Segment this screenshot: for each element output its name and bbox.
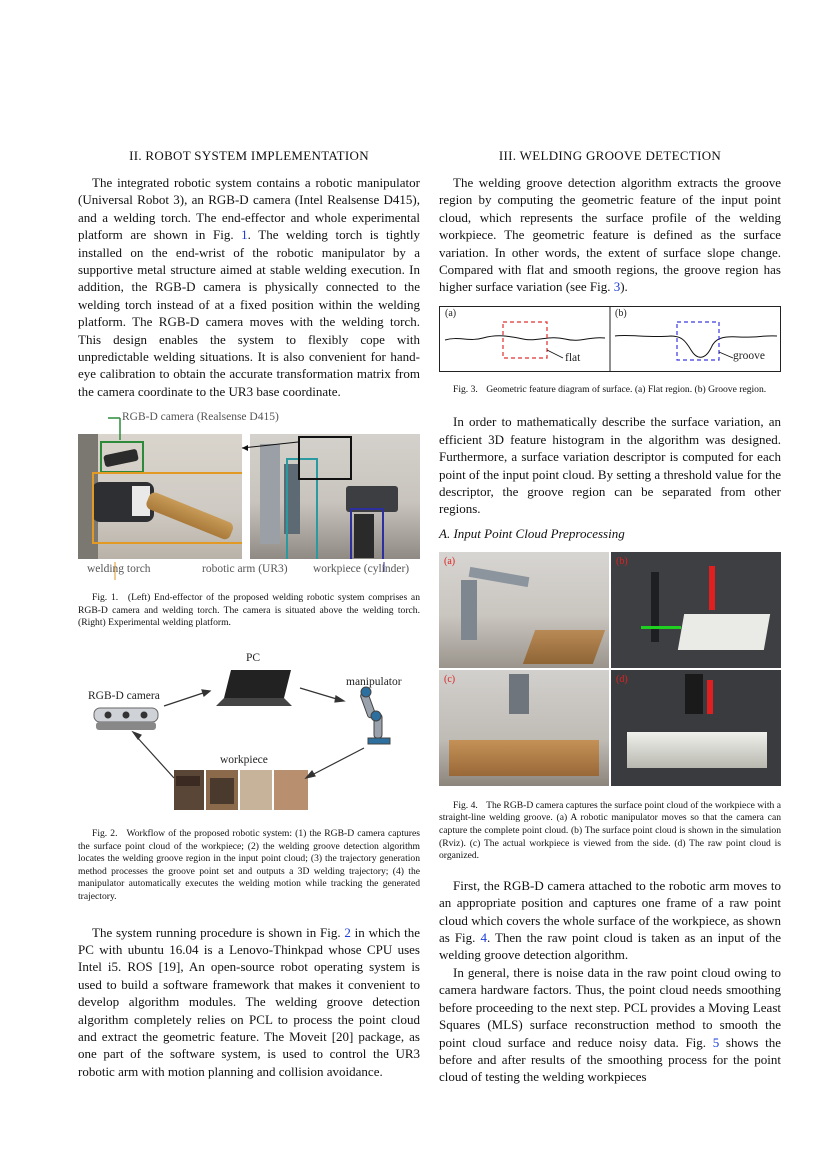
fig4-panel-d: (d) [616,673,628,685]
figure-4 [439,552,781,788]
figure-2-caption: Fig. 2. Workflow of the proposed robotic system: (1) the RGB-D camera captures the surface point cloud of the workpiece; (2) the welding groove detection algorithm locates the welding groove region in the input point cloud; (3) the trajectory generation method processes the groove point set and outputs a 3D welding trajectory; (4) the manipulator automatically executes the welding motion while tracking the generated trajectory. [78,828,420,903]
fig-ref-3[interactable]: 3 [613,279,621,295]
figure-1 [78,412,420,580]
fig4-panel-b: (b) [616,555,628,567]
fig-ref-4[interactable]: 4 [480,930,487,946]
laptop-icon [216,670,292,706]
fig4-panel-a: (a) [444,555,456,567]
figure-3 [439,306,781,372]
fig3-panel-b: (b) [615,307,627,319]
fig4-rviz-b [611,552,781,668]
paragraph-groove-intro: The welding groove detection algorithm extracts the groove region by computing the geometric feature of the input point cloud, which represents the surface profile of the welding workpiece. The geometric feature is defined as the surface variation. In other words, the extent of surface slope change. Compared with flat and smooth regions, the groove region has higher surface variation (see Fig. 3). [439,175,781,295]
manipulator-icon [360,687,390,744]
fig-ref-1[interactable]: 1 [241,227,248,243]
fig4-photo-c [439,670,609,786]
fig-ref-5[interactable]: 5 [712,1034,720,1050]
fig1-label-workpiece: workpiece (cylinder) [313,563,410,576]
surface-feature-diagram [439,306,781,372]
fig4-photo-a [439,552,609,668]
paragraph-system-description: The integrated robotic system contains a robotic manipulator (Universal Robot 3), an RGB-D camera (Intel Realsense D415), and a welding torch. The end-effector and whole experimental platform are shown in Fig. 1. The welding torch is tightly installed on the end-wrist of the robotic manipulator by a supportive metal structure aimed at stable welding execution. In addition, the RGB-D camera is physically connected to the welding torch instead of at a fixed position within the welding platform. The RGB-D camera moves with the welding torch. This design enables the system to flexibly cope with unpredictable welding situations. It is also convenient for hand-eye calibration to obtain the accurate transformation matrix from the camera coordinate to the UR3 base coordinate. [78,175,420,399]
fig1-label-arm: robotic arm (UR3) [202,563,288,576]
workpiece-photos [174,770,308,810]
paragraph-mls-smoothing: In general, there is noise data in the raw point cloud owing to camera hardware factors. Thus, the point cloud needs smoothing before proceeding to the next step. PCL provides a Moving Least Squares (MLS) surface reconstruction method to smooth the point cloud surface and reduce noisy data. Fig. 5 shows the before and after results of the smoothing process for the point cloud of testing the welding workpieces [439,964,782,1085]
paragraph-system-procedure: The system running procedure is shown in Fig. 2 in which the PC with ubuntu 16.04 is a Lenovo-Thinkpad whose CPU uses Intel i5. ROS [19], An open-source robot operating system is used to build a software framework that makes it convenient to develop algorithm modules. The welding groove detection algorithm completely relies on PCL to process the point cloud and extract the geometric feature. The Moveit [20] package, as one part of the software system, is used to control the UR3 robotic arm with motion planning and collision avoidance. [78,924,421,1079]
left-column [78,148,420,1080]
section-heading-groove-detection: III. WELDING GROOVE DETECTION [498,148,722,163]
fig2-label-manipulator: manipulator [346,676,402,689]
fig2-label-camera: RGB-D camera [88,690,160,703]
figure-1-annotations [78,412,420,580]
fig3-label-groove: groove [733,349,765,362]
subsection-heading-preprocessing: A. Input Point Cloud Preprocessing [439,525,625,541]
figure-3-caption: Fig. 3. Geometric feature diagram of surface. (a) Flat region. (b) Groove region. [453,383,767,395]
fig1-label-camera: RGB-D camera (Realsense D415) [122,411,279,424]
fig4-panel-c: (c) [444,673,456,685]
section-heading-robot-system: II. ROBOT SYSTEM IMPLEMENTATION [129,148,369,163]
rgbd-camera-icon [94,708,158,730]
fig2-label-pc: PC [246,652,261,665]
fig2-label-workpiece: workpiece [220,754,268,767]
fig3-panel-a: (a) [445,307,457,319]
figure-1-caption: Fig. 1. (Left) End-effector of the proposed welding robotic system comprises an RGB-D camera and welding torch. The camera is situated above the welding torch. (Right) Experimental welding platform. [78,592,420,629]
right-column [439,148,781,1086]
fig3-label-flat: flat [565,351,581,364]
figure-4-caption: Fig. 4. The RGB-D camera captures the surface point cloud of the workpiece with a straight-line welding groove. (a) A robotic manipulator moves so that the camera can capture the complete point cloud. (b) The surface point cloud is shown in the simulation (Rviz). (c) The actual workpiece is viewed from the side. (d) The raw point cloud is organized. [439,799,781,862]
fig1-label-torch: welding torch [87,563,151,576]
figure-2 [78,652,420,820]
paragraph-capture-frame: First, the RGB-D camera attached to the robotic arm moves to an appropriate position and captures one frame of a raw point cloud which covers the whole surface of the workpiece, as shown as Fig. 4. Then the raw point cloud is taken as an input of the welding groove detection algorithm. [439,877,782,963]
fig4-rviz-d [611,670,781,786]
fig-ref-2[interactable]: 2 [344,924,351,940]
paragraph-feature-histogram: In order to mathematically describe the surface variation, an efficient 3D feature histogram in the algorithm was designed. Furthermore, a surface variation descriptor is computed for each point of the input point cloud. By setting a threshold value for the descriptor, the groove region can be separated from other regions. [439,414,781,517]
